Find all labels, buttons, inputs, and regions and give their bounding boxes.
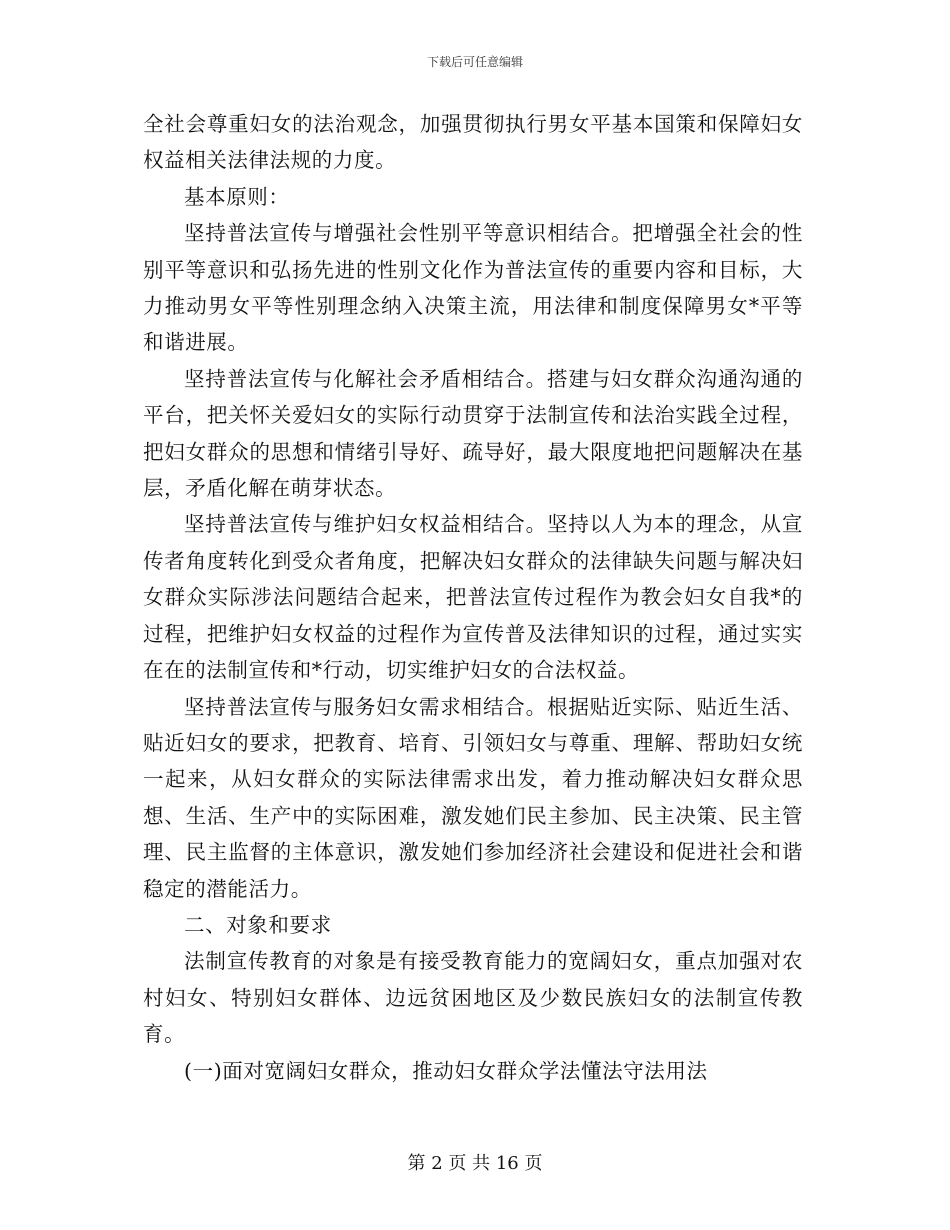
paragraph-continuation: 全社会尊重妇女的法治观念，加强贯彻执行男女平基本国策和保障妇女权益相关法律法规的力度。 <box>143 112 803 173</box>
subsection-heading-one: (一)面对宽阔妇女群众，推动妇女群众学法懂法守法用法 <box>184 1058 708 1083</box>
paragraph-principle-womens-needs: 坚持普法宣传与服务妇女需求相结合。根据贴近实际、贴近生活、贴近妇女的要求，把教育、培育、引领妇女与尊重、理解、帮助妇女统一起来，从妇女群众的实际法律需求出发，着力推动解决妇女群众思想、生活、生产中的实际困难，激发她们民主参加、民主决策、民主管理、民主监督的主体意识，激发她们参加经济社会建设和促进社会和谐稳定的潜能活力。 <box>143 694 803 901</box>
document-body <box>143 106 803 1089</box>
paragraph-education-targets: 法制宣传教育的对象是有接受教育能力的宽阔妇女，重点加强对农村妇女、特别妇女群体、边远贫困地区及少数民族妇女的法制宣传教育。 <box>143 949 803 1047</box>
section-heading-targets-requirements: 二、对象和要求 <box>184 912 332 937</box>
paragraph-principle-social-conflict: 坚持普法宣传与化解社会矛盾相结合。搭建与妇女群众沟通沟通的平台，把关怀关爱妇女的实际行动贯穿于法制宣传和法治实践全过程，把妇女群众的思想和情绪引导好、疏导好，最大限度地把问题解决在基层，矛盾化解在萌芽状态。 <box>143 366 803 501</box>
paragraph-principle-womens-rights: 坚持普法宣传与维护妇女权益相结合。坚持以人为本的理念，从宣传者角度转化到受众者角度，把解决妇女群众的法律缺失问题与解决妇女群众实际涉法问题结合起来，把普法宣传过程作为教会妇女自我*的过程，把维护妇女权益的过程作为宣传普及法律知识的过程，通过实实在在的法制宣传和*行动，切实维护妇女的合法权益。 <box>143 512 803 683</box>
page-header: 下载后可任意编辑 <box>426 55 523 69</box>
page-number: 第 2 页 共 16 页 <box>407 1153 543 1174</box>
paragraph-principle-gender-equality: 坚持普法宣传与增强社会性别平等意识相结合。把增强全社会的性别平等意识和弘扬先进的性别文化作为普法宣传的重要内容和目标，大力推动男女平等性别理念纳入决策主流，用法律和制度保障男女*平等和谐进展。 <box>143 221 803 355</box>
section-heading-basic-principles: 基本原则： <box>184 184 290 209</box>
